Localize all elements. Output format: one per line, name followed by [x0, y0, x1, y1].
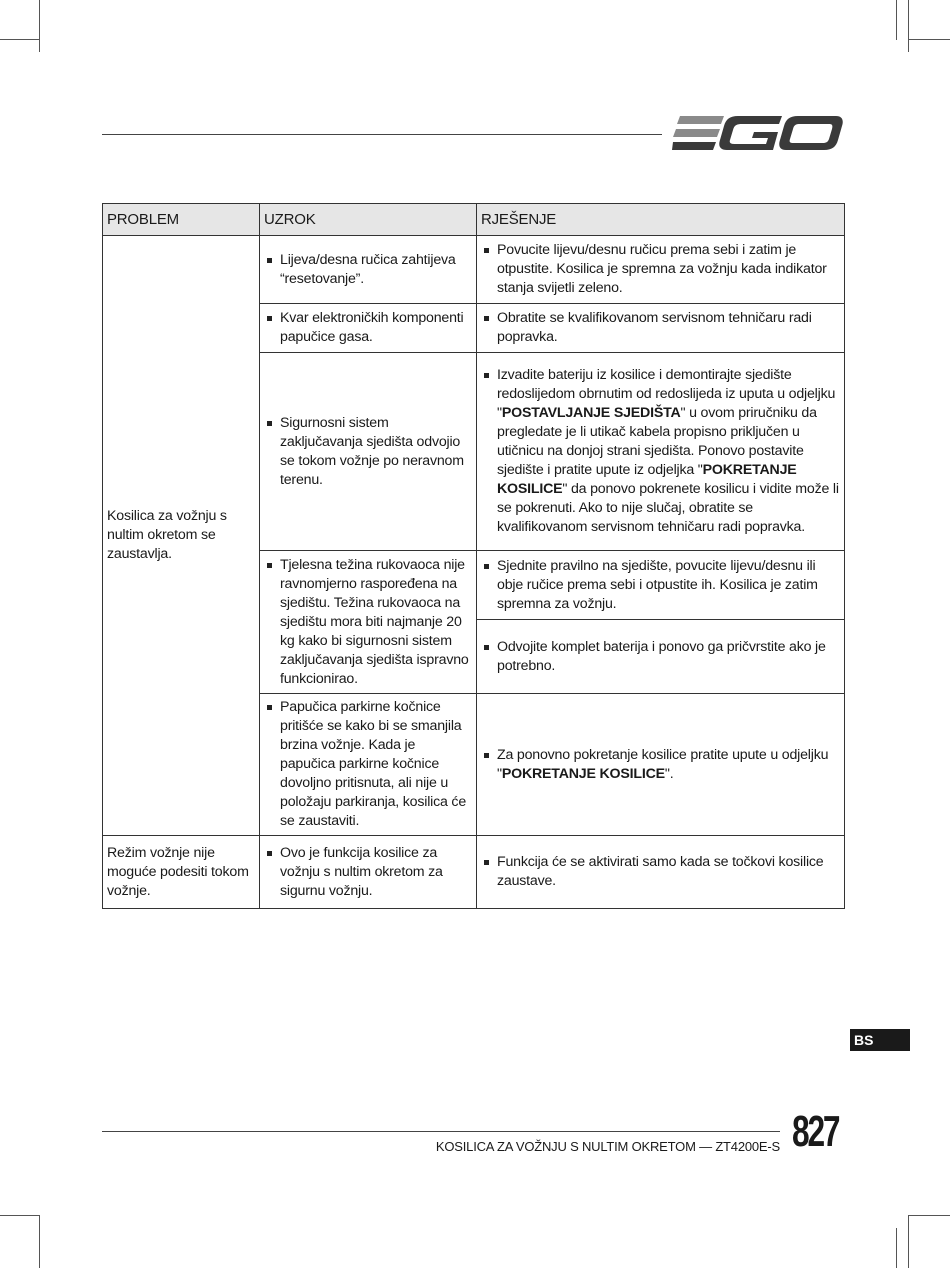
- list-item: Lijeva/desna ručica zahtijeva “resetovanje”.: [264, 251, 472, 289]
- list-item: Povucite lijevu/desnu ručicu prema sebi i zatim je otpustite. Kosilica je spremna za vožnju kada indikator stanja svijetli zeleno.: [481, 241, 840, 298]
- table-row: [103, 836, 845, 909]
- footer-title: KOSILICA ZA VOŽNJU S NULTIM OKRETOM — ZT4200E-S: [435, 1139, 780, 1154]
- problem-cell: Režim vožnje nije moguće podesiti tokom vožnje.: [103, 836, 260, 909]
- list-item: Ovo je funkcija kosilice za vožnju s nultim okretom za sigurnu vožnju.: [264, 844, 472, 901]
- solution-cell: [477, 236, 845, 304]
- cause-cell: [260, 551, 477, 694]
- solution-cell: [477, 620, 845, 694]
- list-item: Obratite se kvalifikovanom servisnom tehničaru radi popravka.: [481, 309, 840, 347]
- solution-cell: [477, 551, 845, 620]
- table-header-row: [103, 204, 845, 236]
- crop-mark: [39, 0, 40, 52]
- crop-mark: [0, 39, 40, 40]
- ego-logo: [672, 112, 844, 156]
- solution-cell: [477, 836, 845, 909]
- header-rule: [102, 134, 662, 135]
- list-item: Odvojite komplet baterija i ponovo ga pričvrstite ako je potrebno.: [481, 638, 840, 676]
- list-item: Za ponovno pokretanje kosilice pratite upute u odjeljku "POKRETANJE KOSILICE".: [481, 746, 840, 784]
- cause-cell: [260, 694, 477, 836]
- section-reference: POSTAVLJANJE SJEDIŠTA: [501, 405, 681, 421]
- header-solution: RJEŠENJE: [477, 204, 845, 236]
- section-reference: POKRETANJE KOSILICE: [501, 765, 665, 782]
- problem-cell: Kosilica za vožnju s nultim okretom se zaustavlja.: [103, 236, 260, 836]
- crop-mark: [39, 1215, 40, 1268]
- list-item: Sjednite pravilno na sjedište, povucite lijevu/desnu ili obje ručice prema sebi i otpustite ih. Kosilica je zatim spremna za vožnju.: [481, 557, 840, 614]
- cause-cell: [260, 836, 477, 909]
- list-item: Kvar elektroničkih komponenti papučice gasa.: [264, 309, 472, 347]
- crop-mark: [896, 1228, 897, 1268]
- table-row: [103, 236, 845, 304]
- list-item: Sigurnosni sistem zaključavanja sjedišta odvojio se tokom vožnje po neravnom terenu.: [264, 414, 472, 490]
- crop-mark: [908, 1215, 950, 1216]
- crop-mark: [908, 39, 950, 40]
- section-reference: POKRETANJE KOSILICE: [497, 462, 797, 497]
- header-problem: PROBLEM: [103, 204, 260, 236]
- solution-cell: [477, 304, 845, 353]
- list-item: Tjelesna težina rukovaoca nije ravnomjerno raspoređena na sjedištu. Težina rukovaoca na sjedištu mora biti najmanje 20 kg kako bi sigurnosni sistem zaključavanja sjedišta ispravno funkcionirao.: [264, 556, 472, 689]
- solution-cell: [477, 353, 845, 551]
- troubleshooting-table: [102, 203, 845, 909]
- solution-cell: [477, 694, 845, 836]
- cause-cell: [260, 304, 477, 353]
- list-item: Papučica parkirne kočnice pritišće se kako bi se smanjila brzina vožnje. Kada je papučica parkirne kočnice dovoljno pritisnuta, ali nije u položaju parkiranja, kosilica će se zaustaviti.: [264, 698, 472, 831]
- footer-rule: [102, 1131, 780, 1132]
- page-number: 827: [792, 1107, 839, 1156]
- crop-mark: [908, 1215, 909, 1268]
- cause-cell: [260, 353, 477, 551]
- cause-cell: [260, 236, 477, 304]
- list-item: Funkcija će se aktivirati samo kada se točkovi kosilice zaustave.: [481, 853, 840, 891]
- list-item: Izvadite bateriju iz kosilice i demontirajte sjedište redoslijedom obrnutim od redoslijeda iz uputa u odjeljku "POSTAVLJANJE SJEDIŠTA" u ovom priručniku da pregledate je li utikač kabela propisno priključen u utičnicu na donjoj strani sjedišta. Ponovo postavite sjedište i pratite upute iz odjeljka "POKRETANJE KOSILICE" da ponovo pokrenete kosilicu i vidite može li se pokrenuti. Ako to nije slučaj, obratite se kvalifikovanom servisnom tehničaru radi popravka.: [481, 366, 840, 537]
- language-tab: BS: [850, 1029, 910, 1051]
- crop-mark: [908, 0, 909, 52]
- crop-mark: [896, 0, 897, 40]
- crop-mark: [0, 1215, 40, 1216]
- header-cause: UZROK: [260, 204, 477, 236]
